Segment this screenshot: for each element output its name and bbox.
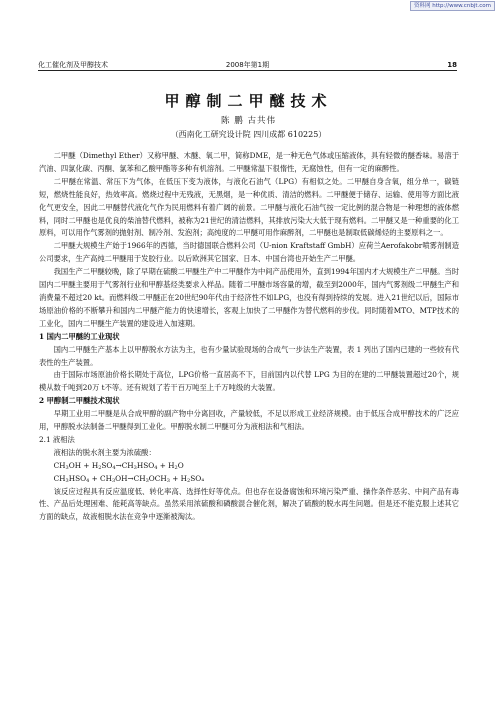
equation [39, 473, 459, 486]
author-affiliation: （西南化工研究设计院 四川成都 610225） [170, 130, 327, 139]
eq-sub: 3 [145, 477, 149, 484]
eq-part: SO₄ [190, 473, 205, 483]
paragraph: 液相法的脱水剂主要为浓硫酸： [53, 447, 156, 457]
eq-part: + H [157, 460, 175, 470]
paragraph: 由于国际市场原油价格长期处于高位，LPG价格一直居高不下，目前国内以代替 LPG 为目的在建的二甲醚装置超过20个，规模从数千吨到20万 t不等。还有规划了若干百万吨至上千万吨级的大装置。 [39, 370, 459, 393]
eq-part: + CH [89, 473, 112, 483]
issue-label: 2008年第1期 [225, 61, 270, 69]
article-body [39, 150, 459, 524]
paragraph: 我国生产二甲醚较晚，除了早期在硫酸二甲醚生产中二甲醚作为中间产品使用外，直到1994年国内才大规模生产二甲醚。当时国内二甲醚主要用于气雾剂行业和甲醇基烃类要求入样品。随着二甲醚市场容量的增，截至到2000年，国内气雾剂级二甲醚生产和消费量不超过20 kt。而燃料级二甲醚正在20世纪90年代由于经济性不如LPG，也没有得到持续的发展。进入21世纪以后，国际市场原油价格的不断攀升和国内二甲醚产能力的快速增长，客观上加快了二甲醚作为替代燃料的步伐。同时随着MTO、MTP技术的工业化，国内二甲醚生产装置的建设进入加速期。 [39, 267, 459, 328]
eq-part: HSO [68, 473, 87, 483]
section-heading: 1 国内二甲醚的工业现状 [39, 331, 120, 341]
paragraph: 二甲醚（Dimethyl Ether）又称甲醚、木醚、氧二甲，简称DME，是一种无色气体或压缩液体，具有轻微的醚香味。易溶于汽油、四氯化碳、丙酮、氯苯和乙酸甲酯等多种有机溶剂。二甲醚常温下很惰性，无腐蚀性，但有一定的麻醉性。 [39, 151, 459, 173]
equation [39, 460, 459, 473]
eq-part: O [177, 460, 184, 470]
eq-sub: 2 [98, 464, 102, 471]
eq-sub: 3 [65, 464, 69, 471]
running-head [38, 60, 457, 71]
journal-name: 化工催化剂及甲醇技术 [38, 61, 108, 69]
paragraph: 该反应过程具有反应温度低、转化率高、选择性好等优点。但也存在设备腐蚀和环境污染严重、操作条件恶劣、中间产品有毒性、产品后处理困难、能耗高等缺点。虽然采用浓硫酸和磷酸混合催化剂，解决了硫酸的脱水再生问题。但是还不能克服上述其它方面的缺点，故液相脱水法在竞争中逐渐被淘汰。 [39, 486, 459, 522]
watermark-stamp: 资料网 http://www.cnbjt.com [410, 1, 495, 11]
eq-sub: 2 [174, 464, 178, 471]
eq-sub: 3 [111, 477, 116, 484]
eq-sub: 2 [187, 477, 191, 484]
eq-sub: 3 [133, 464, 137, 471]
paragraph: 早期工业用二甲醚是从合成甲醇的副产物中分离回收，产量较低，不足以形成工业经济规模。由于低压合成甲醇技术的广泛应用，甲醇脱水法制备二甲醚得到工业化。甲醇脱水制二甲醚可分为液相法和气相法。 [39, 409, 459, 432]
eq-part: CH [121, 460, 134, 470]
eq-sub: 4 [112, 464, 116, 471]
eq-part: CH [53, 460, 66, 470]
article-authors: 陈 鹏 古共伟 [221, 116, 276, 126]
section-heading: 2 甲醇制二甲醚技术现状 [39, 396, 120, 406]
eq-part: + H [169, 473, 188, 483]
eq-part: CH [133, 473, 146, 483]
eq-arrow: OH→ [115, 473, 134, 483]
eq-arrow: → [115, 460, 122, 470]
paragraph: 二甲醚在常温、常压下为气体，在低压下变为液体，与液化石油气（LPG）有相似之处。二甲醚自身含氧，组分单一，碳链短，燃烧性能良好，热效率高。燃烧过程中无残液，无黑烟，是一种优质、清洁的燃料。二甲醚便于储存、运输、使用等方面比液化气更安全，因此二甲醚替代液化气作为民用燃料有着广阔的前景。二甲醚与液化石油气按一定比例的混合物是一种理想的液体燃料，同时二甲醚也是优良的柴油替代燃料，被称为21世纪的清洁燃料，其排放污染大大低于现有燃料。二甲醚又是一种重要的化工原料，可以用作气雾剂的抛射剂、制冷剂、发泡剂；高纯度的二甲醚可用作麻醉剂，二甲醚也是制取低碳烯烃的主要原料之一。 [39, 176, 459, 238]
eq-part: HSO [136, 460, 155, 470]
eq-part: SO [101, 460, 113, 470]
eq-part: CH [53, 473, 66, 483]
eq-sub: 4 [154, 464, 158, 471]
paragraph: 国内二甲醚生产基本上以甲醇脱水方法为主，也有少量试验现场的合成气一步法生产装置，表 1 列出了国内已建的一些较有代表性的生产装置。 [39, 344, 459, 367]
paragraph: 二甲醚大规模生产始于1966年的西德，当时德国联合燃料公司（U-nion Kraftstaff GmbH）应荷兰Aerofakobr喷雾剂制造公司要求，生产高纯二甲醚用于发胶行业。以后欧洲其它国家、日本、中国台湾也开始生产二甲醚。 [39, 241, 459, 264]
eq-sub: 4 [86, 477, 90, 484]
eq-part: OCH [148, 473, 167, 483]
eq-part: OH + H [68, 460, 99, 470]
eq-sub: 3 [166, 477, 170, 484]
page-number: 18 [447, 61, 457, 69]
article-title: 甲醇制二甲醚技术 [164, 92, 333, 110]
subsection-heading: 2.1 液相法 [39, 434, 75, 444]
eq-sub: 3 [65, 477, 69, 484]
